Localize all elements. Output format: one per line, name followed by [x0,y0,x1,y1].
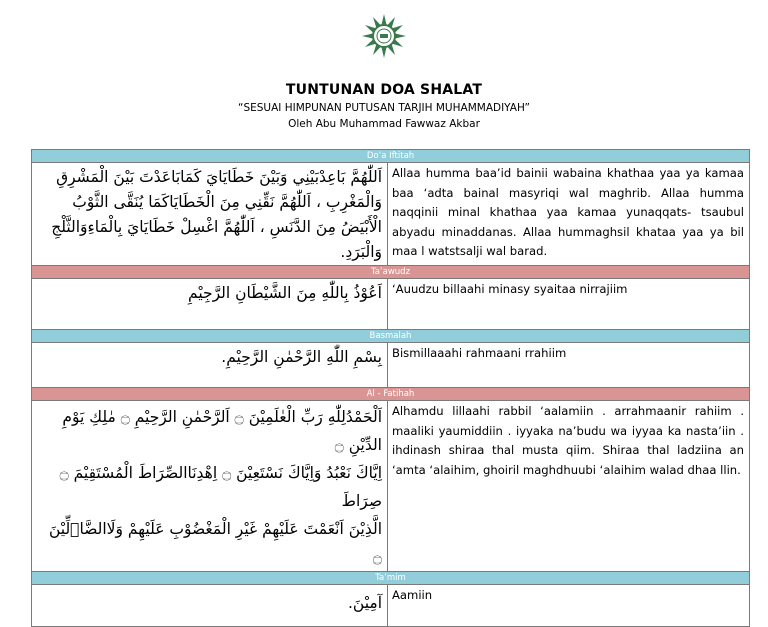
section-row-tamim [32,585,750,627]
document-subtitle: “SESUAI HIMPUNAN PUTUSAN TARJIH MUHAMMADIYAH” [238,102,530,114]
section-header-basmalah [32,330,750,343]
section-label: Do’a Iftitah [32,150,750,163]
document-title: TUNTUNAN DOA SHALAT [285,82,483,98]
latin-text: Aamiin [388,585,750,627]
latin-text: ‘Auudzu billaahi minasy syaitaa nirrajiim [388,279,750,330]
section-label: Al - Fatihah [32,388,750,401]
section-label: Basmalah [32,330,750,343]
muhammadiyah-sun-logo-icon [360,2,408,74]
arabic-text: بِسْمِ اللّٰهِ الرَّحْمٰنِ الرَّحِيْمِ. [32,343,388,388]
section-row-basmalah [32,343,750,388]
section-row-fatihah [32,401,750,572]
section-row-taawudz [32,279,750,330]
latin-text: Alhamdu lillaahi rabbil ‘aalamiin . arrahmaanir rahiim . maaliki yaumiddiin . iyyaka na’budu wa iyyaa ka nasta’iin . ihdinash shiraa thal musta qiim. Shiraa thal ladziina an ‘amta ‘alaihim, ghoiril maghdhuubi ‘alaihim walad dhaa llin. [388,401,750,572]
arabic-text: اَللّٰهُمَّ بَاعِدْبَيْنِي وَبَيْنَ خَطَايَايَ كَمَابَاعَدْتَ بَيْنَ الْمَشْرِقِ وَالْمَغْرِبِ ، اَللّٰهُمَّ نَقِّنِي مِنَ الْخَطَايَاكَمَا يُنَقَّى الثَّوْبُ الْأَبْيَضُ مِنَ الدَّنَسِ ، اَللّٰهُمَّ اغْسِلْ خَطَايَايَ بِالْمَاءِوَالثَّلْجِ وَالْبَرَدِ. [32,163,388,266]
section-header-taawudz [32,266,750,279]
arabic-line: اِيَّاكَ نَعْبُدُ وَاِيَّاكَ نَسْتَعِيْنَ ۝ اِهْدِنَاالصِّرَاطَ الْمُسْتَقِيْمَ ۝ صِرَاطَ [59,464,382,510]
document-author: Oleh Abu Muhammad Fawwaz Akbar [288,118,480,130]
arabic-text [32,401,388,572]
arabic-text: اَعُوْذُ بِاللّٰهِ مِنَ الشَّيْطَانِ الرَّجِيْمِ [32,279,388,330]
section-header-tamim [32,572,750,585]
arabic-text: آمِيْنَ. [32,585,388,627]
prayer-table [31,149,750,627]
latin-text: Bismillaaahi rahmaani rrahiim [388,343,750,388]
section-label: Ta’awudz [32,266,750,279]
section-header-iftitah [32,150,750,163]
arabic-line: الَّذِيْنَ اَنْعَمْتَ عَلَيْهِمْ غَيْرِ الْمَغْضُوْبِ عَلَيْهِمْ وَلَاالضَّاۤلِّيْنَ ۝ [48,520,382,566]
section-label: Ta’mim [32,572,750,585]
arabic-line: اَلْحَمْدُلِلّٰهِ رَبِّ الْعٰلَمِيْنَ ۝ اَلرَّحْمٰنِ الرَّحِيْمِ ۝ مٰلِكِ يَوْمِ الدِّيْنِ ۝ [62,408,382,454]
section-row-iftitah [32,163,750,266]
latin-text: Allaa humma baa’id bainii wabaina khathaa yaa ya kamaa baa ‘adta bainal masyriqi wal maghrib. Allaa humma naqqinii minal khathaa yaa kamaa yunaqqats- tsaubul abyadu minaddanas. Allaa hummaghsil khataa yaa ya bil maa l watstsalji wal barad. [388,163,750,266]
section-header-fatihah [32,388,750,401]
